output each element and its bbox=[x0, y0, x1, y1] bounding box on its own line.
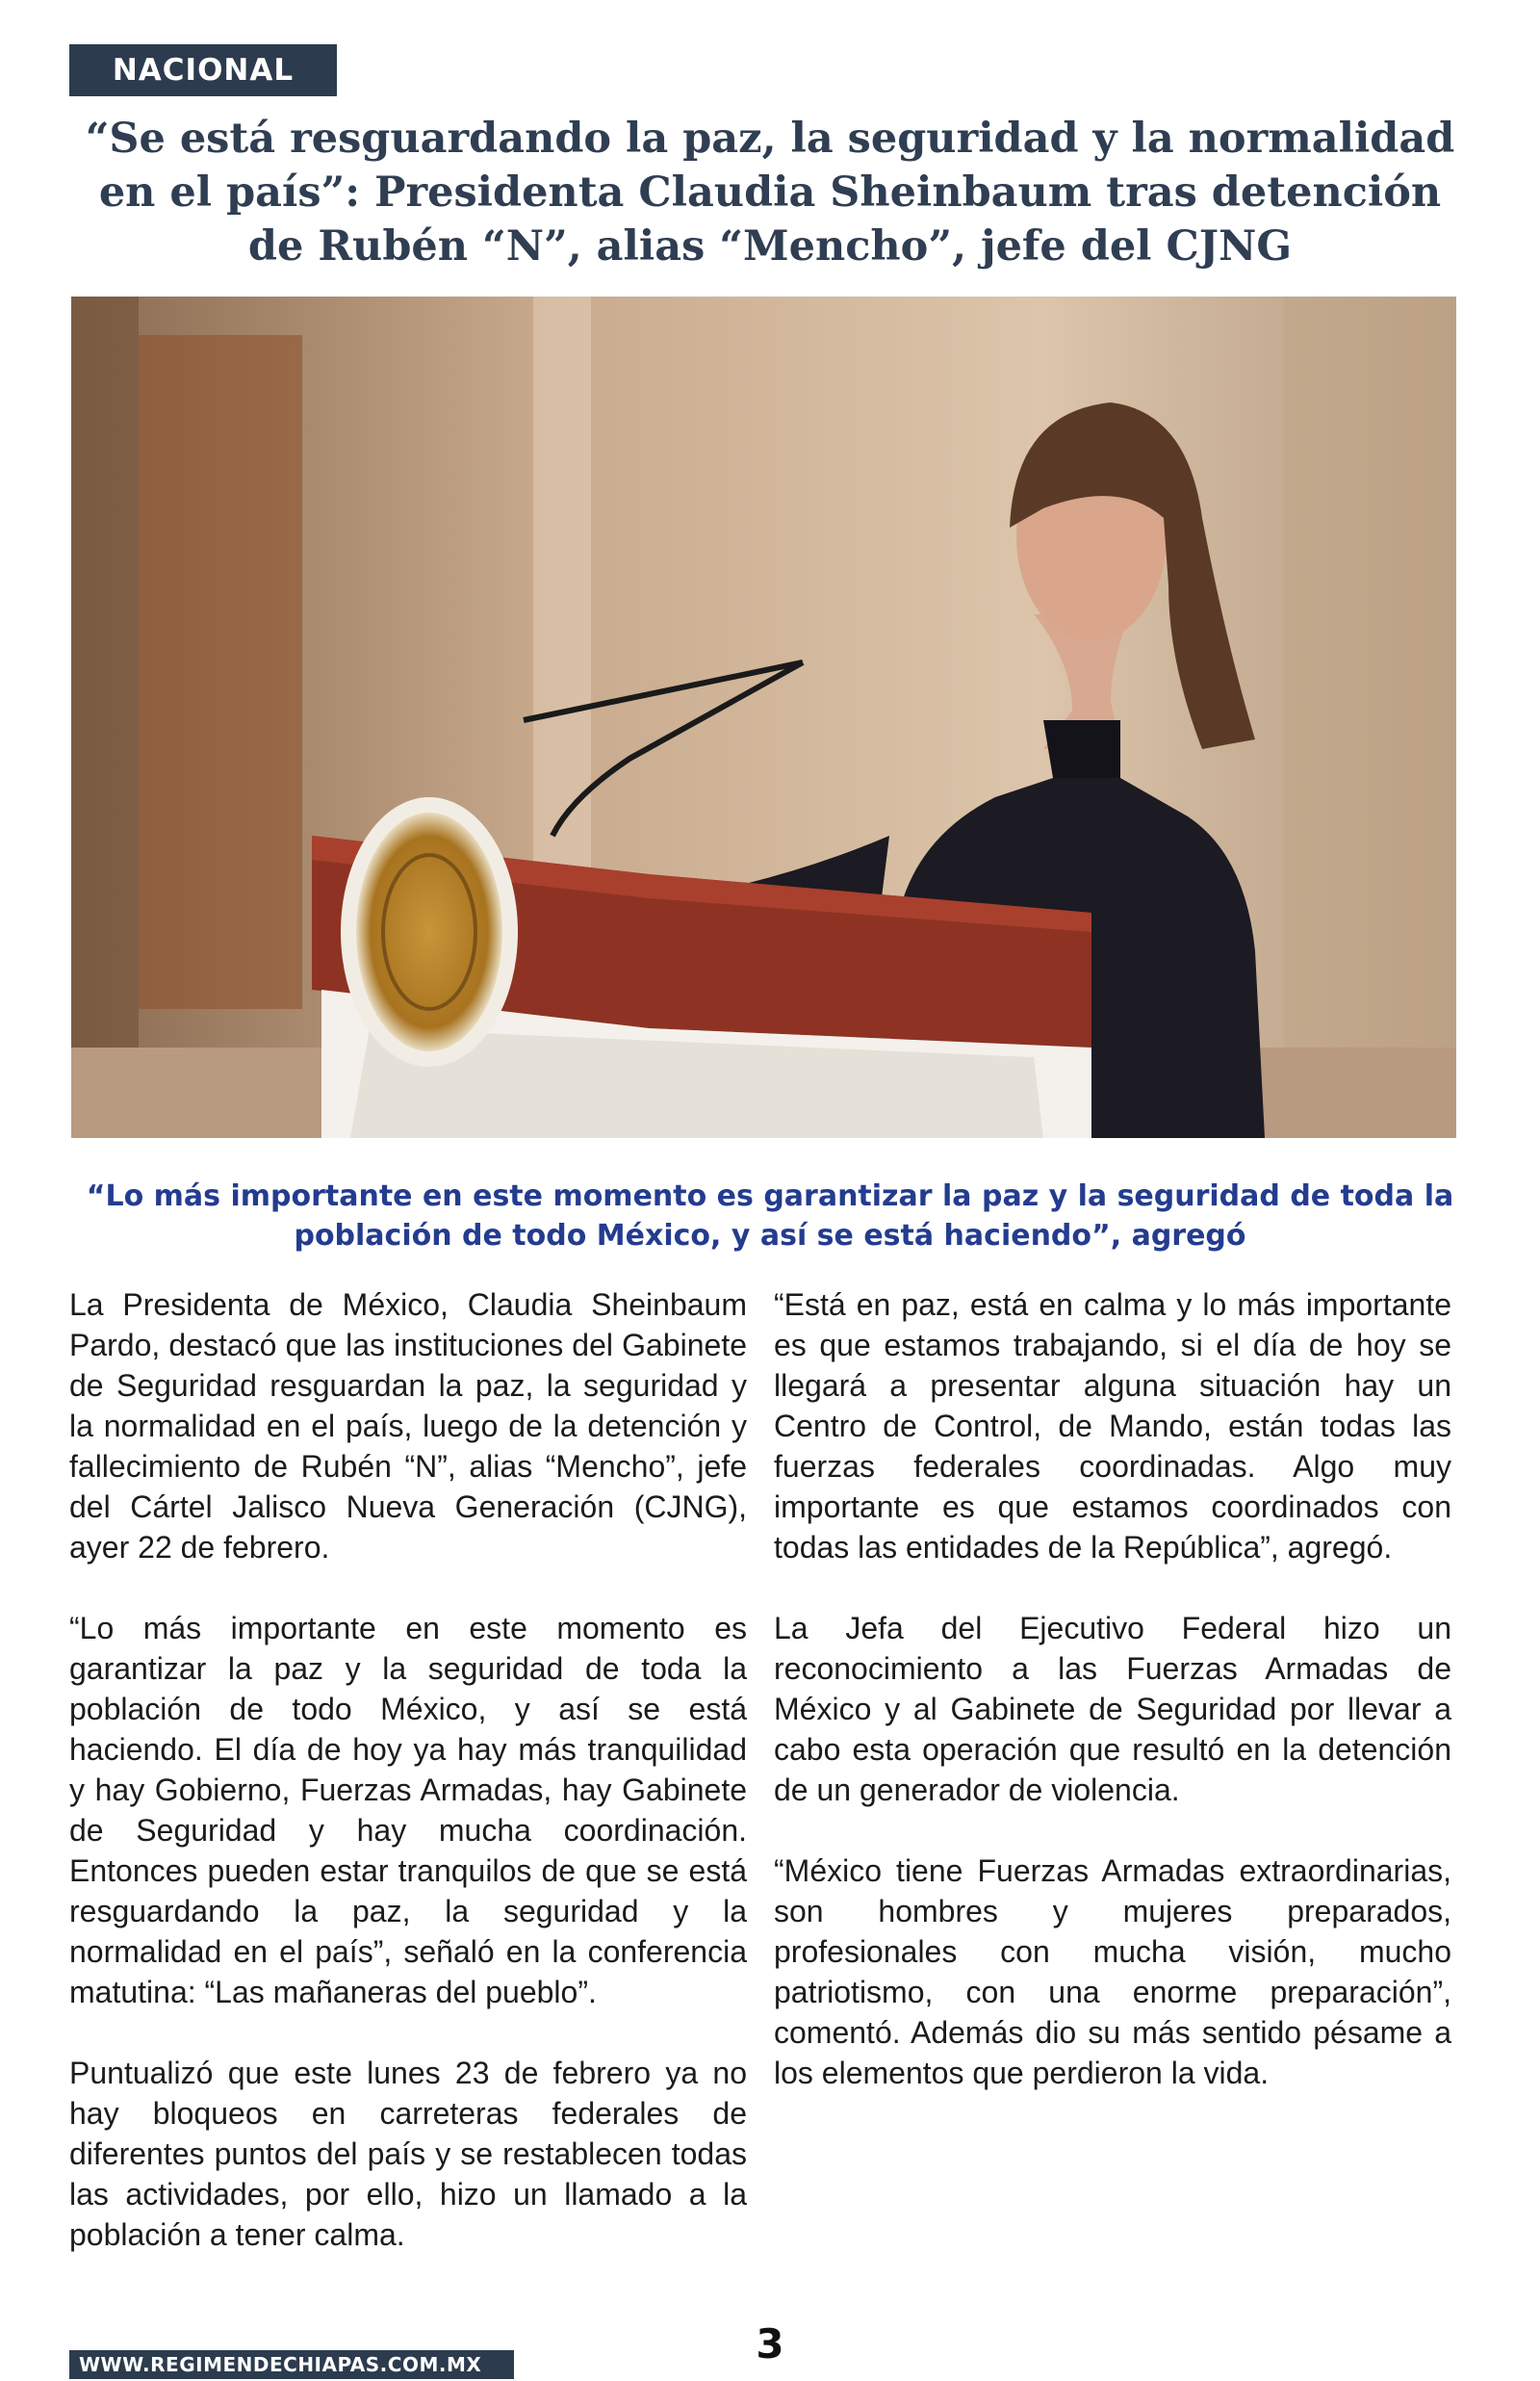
headline: “Se está resguardando la paz, la seguridad y la normalidad en el país”: Presidenta Claudia Sheinbaum tras detención de Rubén “N”, alias “Mencho”, jefe del CJNG bbox=[85, 115, 1455, 271]
article-photo bbox=[71, 297, 1456, 1138]
paragraph: “Está en paz, está en calma y lo más importante es que estamos trabajando, si el día de hoy se llegará a presentar alguna situación hay un Centro de Control, de Mando, están todas las fuerzas federales coordinadas. Algo muy importante es que estamos coordinados con todas las entidades de la República”, agregó. bbox=[774, 1287, 1451, 1565]
paragraph: “México tiene Fuerzas Armadas extraordinarias, son hombres y mujeres preparados, profesionales con mucha visión, mucho patriotismo, con una enorme preparación”, comentó. Además dio su más sentido pésame a los elementos que perdieron la vida. bbox=[774, 1853, 1451, 2090]
footer-url[interactable]: WWW.REGIMENDECHIAPAS.COM.MX bbox=[69, 2350, 514, 2379]
article-right-column bbox=[774, 1284, 1451, 2134]
paragraph: La Jefa del Ejecutivo Federal hizo un reconocimiento a las Fuerzas Armadas de México y al Gabinete de Seguridad por llevar a cabo esta operación que resultó en la detención de un generador de violencia. bbox=[774, 1611, 1451, 1807]
page-number: 3 bbox=[756, 2320, 784, 2368]
photo-caption: “Lo más importante en este momento es garantizar la paz y la seguridad de toda la población de todo México, y así se está haciendo”, agregó bbox=[86, 1179, 1454, 1253]
paragraph: Puntualizó que este lunes 23 de febrero ya no hay bloqueos en carreteras federales de diferentes puntos del país y se restablecen todas las actividades, por ello, hizo un llamado a la población a tener calma. bbox=[69, 2056, 747, 2252]
article-left-column bbox=[69, 1284, 747, 2295]
section-tag: NACIONAL bbox=[69, 44, 337, 96]
paragraph: “Lo más importante en este momento es garantizar la paz y la seguridad de toda la población de todo México, y así se está haciendo. El día de hoy ya hay más tranquilidad y hay Gobierno, Fuerzas Armadas, hay Gabinete de Seguridad y hay mucha coordinación. Entonces pueden estar tranquilos de que se está resguardando la paz, la seguridad y la normalidad en el país”, señaló en la conferencia matutina: “Las mañaneras del pueblo”. bbox=[69, 1611, 747, 2009]
paragraph: La Presidenta de México, Claudia Sheinbaum Pardo, destacó que las instituciones del Gabinete de Seguridad resguardan la paz, la seguridad y la normalidad en el país, luego de la detención y fallecimiento de Rubén “N”, alias “Mencho”, jefe del Cártel Jalisco Nueva Generación (CJNG), ayer 22 de febrero. bbox=[69, 1287, 747, 1565]
